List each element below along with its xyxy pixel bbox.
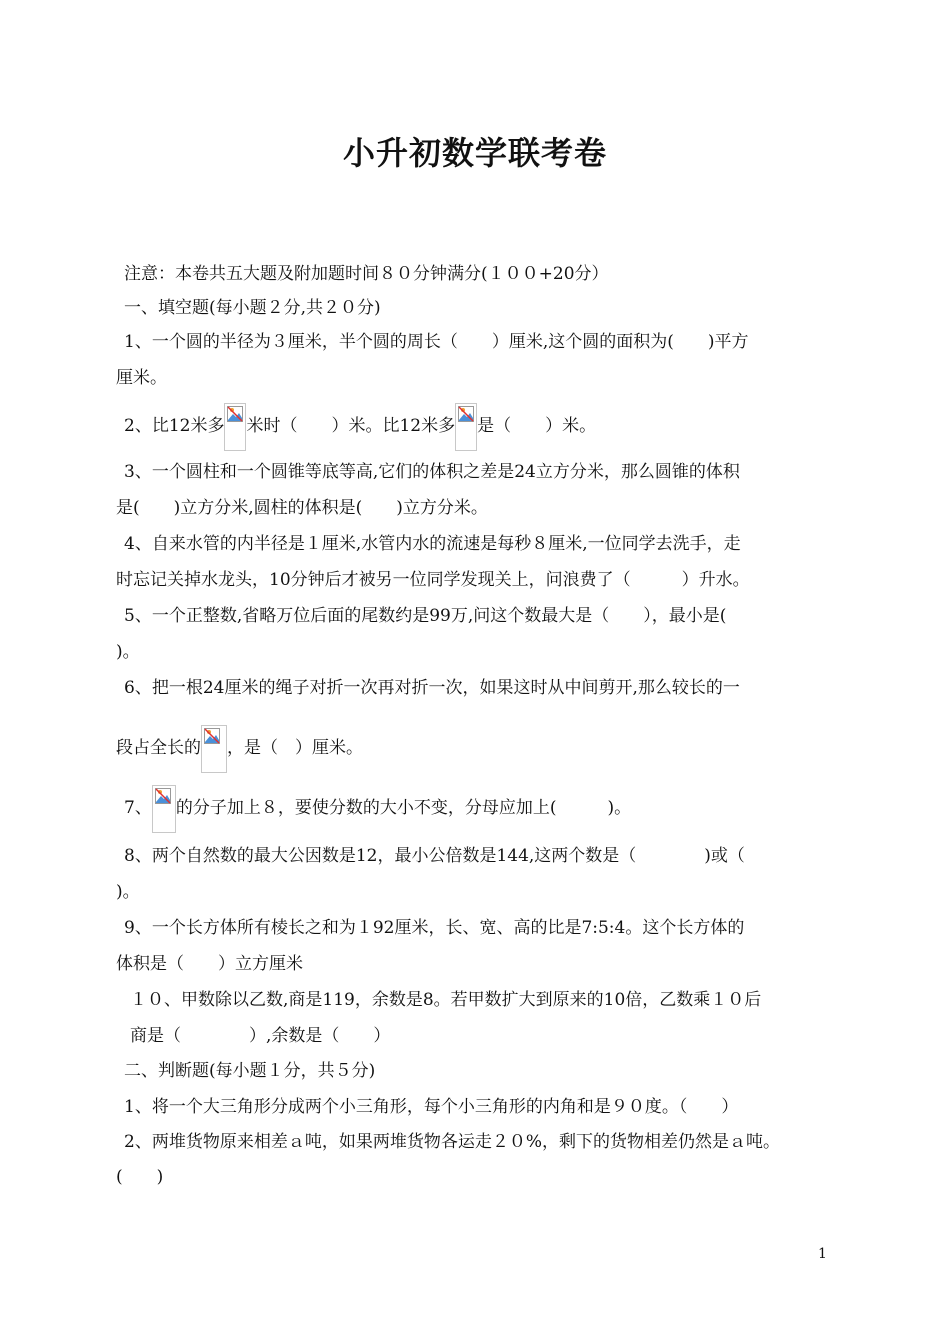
s2-q2-line2: ( ) xyxy=(116,1167,164,1187)
q5-line2: )。 xyxy=(116,642,140,662)
q9-line2: 体积是（ ）立方厘米 xyxy=(116,954,303,974)
q6-text-2: ，是（ ）厘米。 xyxy=(227,738,363,758)
q9-line1: 9、一个长方体所有棱长之和为１92厘米，长、宽、高的比是7:5:4。这个长方体的 xyxy=(124,918,745,938)
q1-line1: 1、一个圆的半径为３厘米，半个圆的周长（ ）厘米,这个圆的面积为( )平方 xyxy=(124,332,749,352)
q3-line2: 是( )立方分米,圆柱的体积是( )立方分米。 xyxy=(116,498,488,518)
page-title: 小升初数学联考卷 xyxy=(342,134,607,172)
q2-text-1: 2、比12米多 xyxy=(124,416,225,436)
q7-text-2: 的分子加上８，要使分数的大小不变，分母应加上( )。 xyxy=(175,798,632,818)
broken-image-icon xyxy=(155,788,171,804)
q6-text-1: 段占全长的 xyxy=(116,738,201,758)
q10-line2: 商是（ ）,余数是（ ） xyxy=(130,1026,391,1046)
section1-heading: 一、填空题(每小题２分,共２０分) xyxy=(124,298,381,318)
q2-line xyxy=(124,402,596,451)
q6-line2 xyxy=(116,724,363,773)
fraction-image-placeholder xyxy=(455,403,477,451)
fraction-image-placeholder xyxy=(152,785,176,833)
q5-line1: 5、一个正整数,省略万位后面的尾数约是99万,问这个数最大是（ ），最小是( xyxy=(124,606,727,626)
q4-line2: 时忘记关掉水龙头，10分钟后才被另一位同学发现关上，问浪费了（ ）升水。 xyxy=(116,570,750,590)
q8-line2: )。 xyxy=(116,882,140,902)
q4-line1: 4、自来水管的内半径是１厘米,水管内水的流速是每秒８厘米,一位同学去洗手，走 xyxy=(124,534,741,554)
broken-image-icon xyxy=(204,728,220,744)
broken-image-icon xyxy=(227,406,243,422)
section2-heading: 二、判断题(每小题１分，共５分) xyxy=(124,1061,376,1081)
q3-line1: 3、一个圆柱和一个圆锥等底等高,它们的体积之差是24立方分米，那么圆锥的体积 xyxy=(124,462,740,482)
q7-line xyxy=(124,784,631,833)
q1-line2: 厘米。 xyxy=(116,368,167,388)
fraction-image-placeholder xyxy=(201,725,227,773)
page-number: 1 xyxy=(818,1246,827,1262)
q10-line1: １０、甲数除以乙数,商是119，余数是8。若甲数扩大到原来的10倍，乙数乘１０后 xyxy=(130,990,762,1010)
q7-text-1: 7、 xyxy=(124,798,152,818)
fraction-image-placeholder xyxy=(224,403,246,451)
broken-image-icon xyxy=(458,406,474,422)
s2-q2-line1: 2、两堆货物原来相差ａ吨，如果两堆货物各运走２０%，剩下的货物相差仍然是ａ吨。 xyxy=(124,1132,780,1152)
q6-line1: 6、把一根24厘米的绳子对折一次再对折一次，如果这时从中间剪开,那么较长的一 xyxy=(124,678,740,698)
notice-text: 注意：本卷共五大题及附加题时间８０分钟满分(１００+20分） xyxy=(124,264,609,284)
q2-text-2: 米时（ ）米。比12米多 xyxy=(246,416,456,436)
q2-text-3: 是（ ）米。 xyxy=(477,416,597,436)
s2-q1-line: 1、将一个大三角形分成两个小三角形，每个小三角形的内角和是９０度。（ ） xyxy=(124,1097,739,1117)
q8-line1: 8、两个自然数的最大公因数是12，最小公倍数是144,这两个数是（ )或（ xyxy=(124,846,745,866)
